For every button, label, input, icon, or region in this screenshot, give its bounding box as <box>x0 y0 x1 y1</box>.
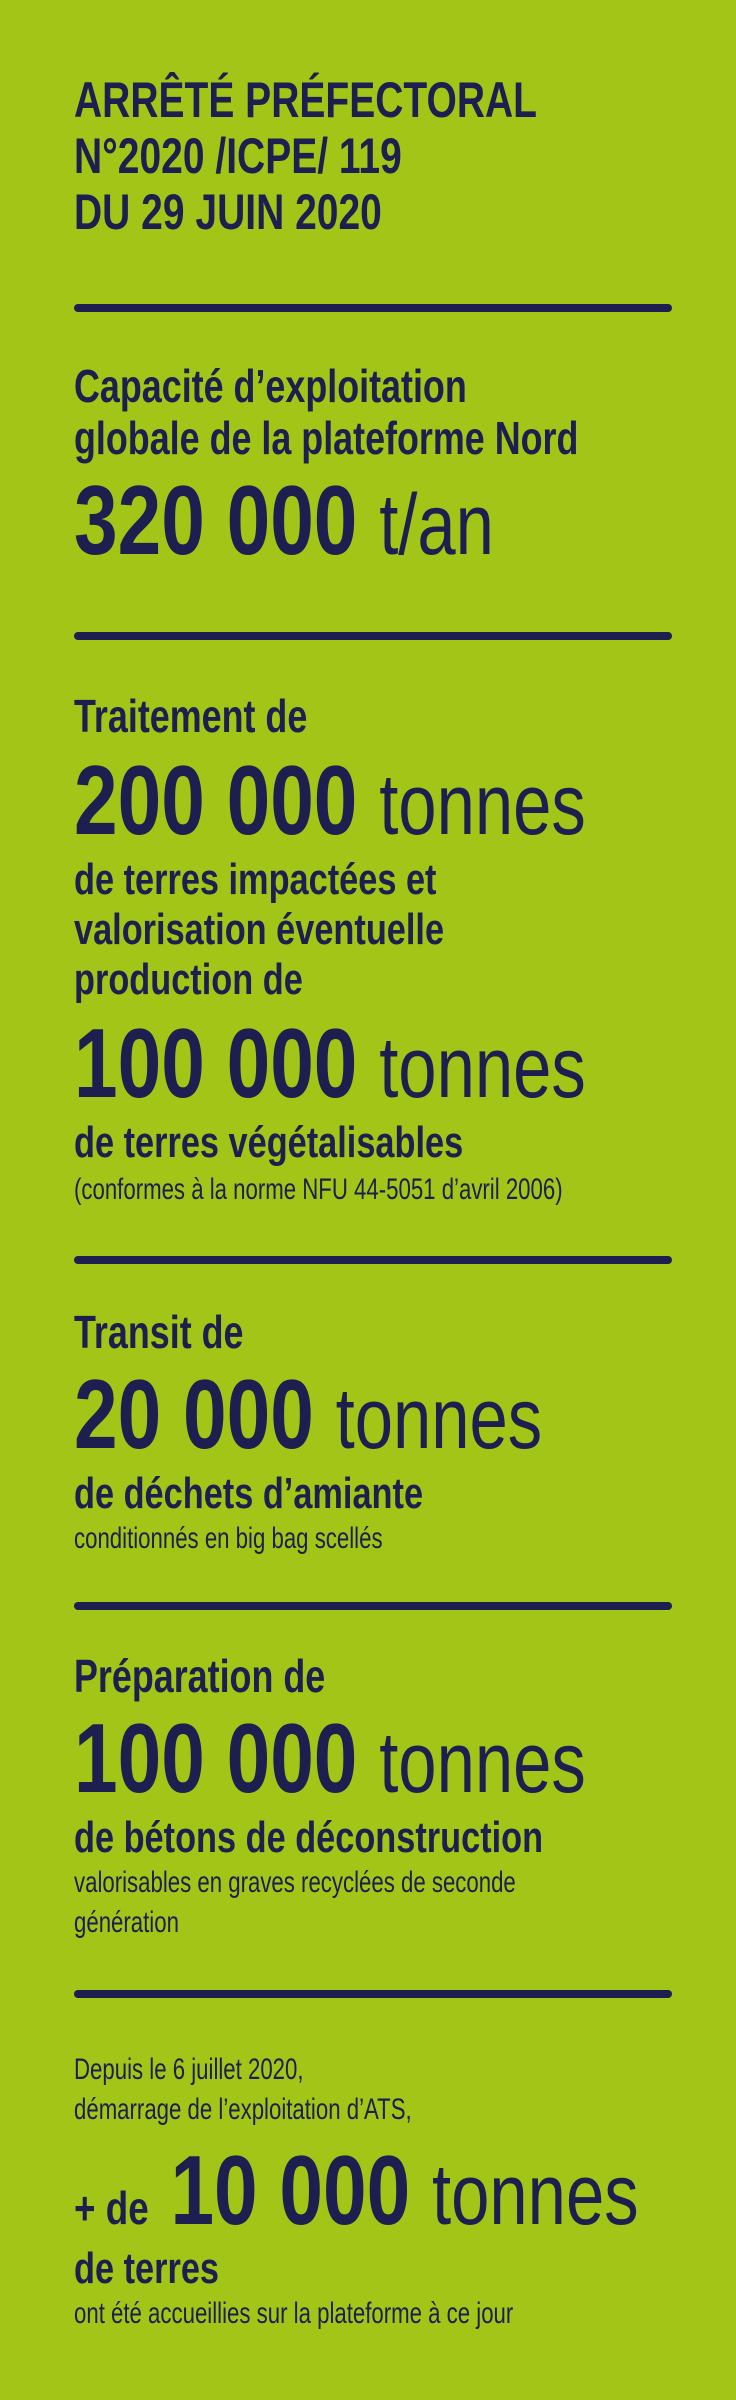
since-note-3: ont été accueillies sur la plateforme à ce jour <box>74 2297 514 2330</box>
capacity-lead-1: Capacité d’exploitation <box>74 360 467 412</box>
treatment-unit-1: tonnes <box>379 757 586 853</box>
preparation-section <box>74 1650 674 1943</box>
decree-number: N°2020 /ICPE/ 119 <box>74 128 402 184</box>
since-number: 10 000 <box>170 2135 411 2245</box>
treatment-lead: Traitement de <box>74 690 308 742</box>
divider <box>74 304 672 312</box>
preparation-number: 100 000 <box>74 1703 358 1813</box>
preparation-unit: tonnes <box>379 1715 586 1811</box>
since-unit: tonnes <box>432 2147 639 2243</box>
treatment-sub-3: production de <box>74 955 303 1004</box>
treatment-number-1: 200 000 <box>74 745 358 855</box>
treatment-unit-2: tonnes <box>379 1020 586 1116</box>
treatment-sub-2: valorisation éventuelle <box>74 905 445 954</box>
preparation-sub: de bétons de déconstruction <box>74 1813 544 1862</box>
transit-note: conditionnés en big bag scellés <box>74 1522 383 1555</box>
decree-header <box>74 72 668 240</box>
treatment-note: (conformes à la norme NFU 44-5051 d’avril 2006) <box>74 1173 563 1206</box>
preparation-note-1: valorisables en graves recyclées de seconde <box>74 1866 516 1899</box>
transit-sub: de déchets d’amiante <box>74 1469 424 1518</box>
since-section <box>74 2050 674 2334</box>
preparation-lead: Préparation de <box>74 1650 326 1702</box>
transit-number: 20 000 <box>74 1359 314 1469</box>
capacity-number: 320 000 <box>74 465 358 575</box>
since-note-1: Depuis le 6 juillet 2020, <box>74 2053 304 2086</box>
transit-section <box>74 1306 674 1559</box>
since-prefix: + de <box>74 2182 149 2234</box>
divider <box>74 1990 672 1998</box>
preparation-note-2: génération <box>74 1906 179 1939</box>
divider <box>74 1602 672 1610</box>
transit-unit: tonnes <box>335 1371 543 1467</box>
divider <box>74 632 672 640</box>
capacity-unit: t/an <box>379 477 494 573</box>
divider <box>74 1256 672 1264</box>
treatment-sub-1: de terres impactées et <box>74 855 437 904</box>
treatment-sub-4: de terres végétalisables <box>74 1118 464 1167</box>
transit-lead: Transit de <box>74 1306 244 1358</box>
decree-date: DU 29 JUIN 2020 <box>74 184 382 240</box>
decree-title: ARRÊTÉ PRÉFECTORAL <box>74 72 537 128</box>
capacity-lead-2: globale de la plateforme Nord <box>74 412 579 464</box>
since-note-2: démarrage de l’exploitation d’ATS, <box>74 2093 412 2126</box>
treatment-section <box>74 690 674 1210</box>
since-sub: de terres <box>74 2244 219 2293</box>
treatment-number-2: 100 000 <box>74 1008 358 1118</box>
capacity-section <box>74 360 674 575</box>
